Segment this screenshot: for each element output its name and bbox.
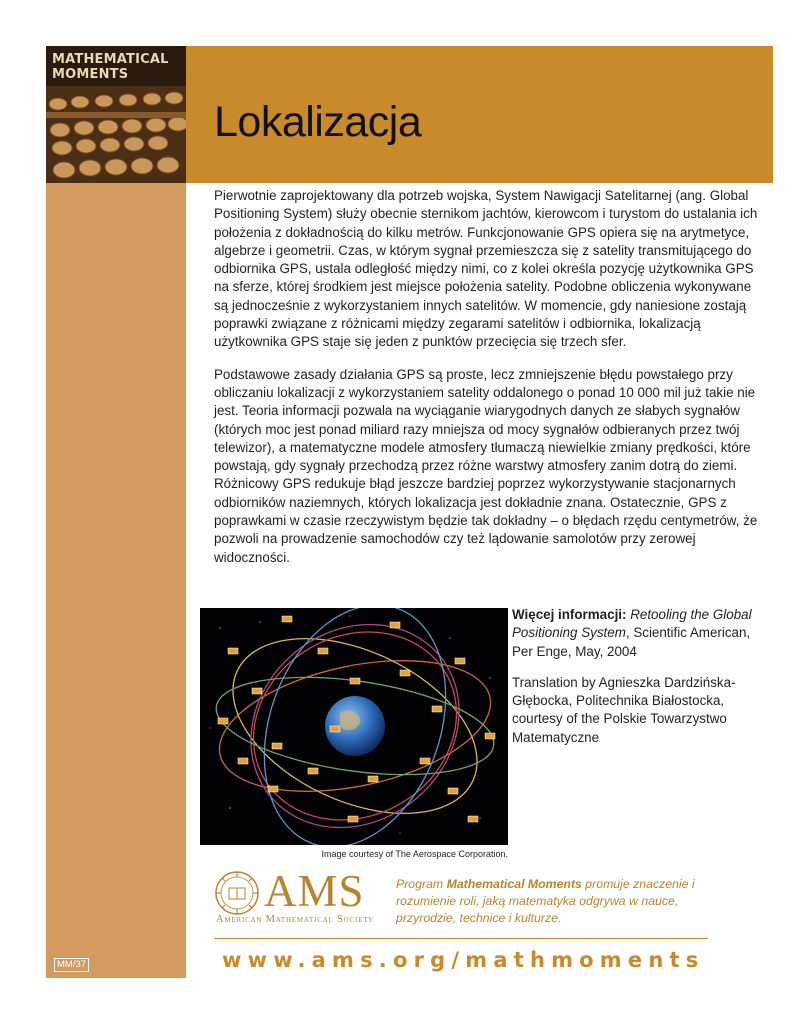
series-title-line2: MOMENTS xyxy=(52,67,129,82)
website-link[interactable]: www.ams.org/mathmoments xyxy=(222,948,705,972)
footer-divider xyxy=(214,938,708,939)
program-statement xyxy=(396,876,726,927)
paragraph-1: Pierwotnie zaprojektowany dla potrzeb wojska, System Nawigacji Satelitarnej (ang. Global Positioning System) służy obecnie sternikom jachtów, kierowcom i turystom do ustalania ich położenia z dokładnością do kilku metrów. Funkcjonowanie GPS opiera się na arytmetyce, algebrze i geometrii. Czas, w którym sygnał przemieszcza się z satelity transmitującego do odbiornika GPS, ustala odległość między nimi, co z kolei określa pozycję użytkownika GPS na sferze, której środkiem jest miejsce położenia satelity. Podobne obliczenia wykonywane są jednocześnie z wykorzystaniem innych satelitów. W momencie, gdy naniesione zostają poprawki związane z różnicami między zegarami satelitów i odbiornika, lokalizacją użytkownika GPS staje się jeden z punktów przecięcia się trzech sfer. xyxy=(214,188,758,350)
more-info-reference xyxy=(512,606,762,661)
series-title xyxy=(52,52,182,82)
gps-constellation-image xyxy=(200,608,508,845)
paragraph-2: Podstawowe zasady działania GPS są proste, lecz zmniejszenie błędu powstałego przy obliczaniu lokalizacji z wykorzystaniem satelity oddalonego o ponad 10 000 mil już takie nie jest. Teoria informacji pozwala na wyciąganie wiarygodnych danych ze słabych sygnałów (których moc jest ponad miliard razy mniejsza od mocy sygnałów odbieranych przez twój telewizor), a matematyczne modele atmosfery tłumaczą niewielkie zmiany prędkości, które powstają, gdy sygnały przechodzą przez różne warstwy atmosfery zanim dotrą do ziemi. Różnicowy GPS redukuje błąd jeszcze bardziej poprzez wykorzystywanie stacjonarnych odbiorników naziemnych, których lokalizacja jest dokładnie znana. Ostatecznie, GPS z poprawkami w czasie rzeczywistym będzie tak dokładny – o błędach rzędu centymetrów, że pozwoli na prowadzenie samochodów czy też lądowanie samolotów przy zerowej widoczności. xyxy=(214,366,758,565)
series-title-line1: MATHEMATICAL xyxy=(52,52,169,67)
more-info-source: , Scientific American, Per Enge, May, 2004 xyxy=(512,625,751,659)
ams-seal-icon xyxy=(214,870,260,916)
program-post: promuje znaczenie i rozumienie roli, jaką matematyka odgrywa w nauce, przyrodzie, technice i kulturze. xyxy=(396,877,695,925)
more-info-lead: Więcej informacji: xyxy=(512,607,627,622)
figure-caption: Image courtesy of The Aerospace Corporation. xyxy=(321,849,508,859)
program-pre: Program xyxy=(396,877,447,891)
ams-logo xyxy=(214,866,384,932)
translation-credit: Translation by Agnieszka Dardzińska-Głębocka, Politechnika Białostocka, courtesy of the Polskie Towarzystwo Matematyczne xyxy=(512,674,736,745)
program-name: Mathematical Moments xyxy=(446,877,582,891)
abacus-image xyxy=(46,46,186,183)
more-info-title: Retooling the Global Positioning System xyxy=(512,607,752,641)
more-info xyxy=(512,606,762,760)
ams-society-name: American Mathematical Society xyxy=(216,914,375,925)
left-sidebar xyxy=(46,46,186,978)
moment-code: MM/37 xyxy=(54,958,89,972)
article-body xyxy=(214,187,762,581)
ams-wordmark: AMS xyxy=(264,866,365,916)
page-title: Lokalizacja xyxy=(214,98,422,146)
